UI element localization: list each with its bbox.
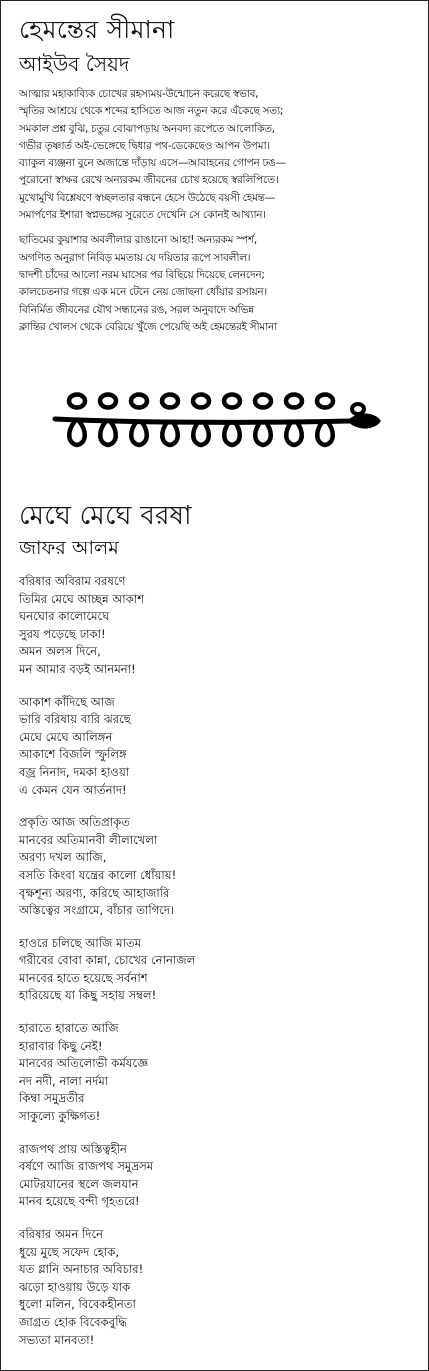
poem-line: অরণ্য দখল আজি, [19, 850, 107, 865]
ornament-leaf-top [100, 395, 116, 408]
poem-line: গভীর তৃষ্ণার্ত অই-ভেঙ্গেছে দ্বিধার পথ-ডেকেছেও আপন উপমা। [19, 139, 270, 152]
ornament-leaf-top [193, 395, 209, 408]
poem-line: বৃক্ষশূন্য অরণ্য, করিছে আহাজারি [19, 885, 170, 900]
poem-line: প্রকৃতি আজ অতিপ্রাকৃত [19, 815, 130, 830]
poem-line: সমার্পণের ইশারা স্বপ্নভঙ্গের সুরেতে দেখেনি সে কোনই আখ্যান। [19, 209, 266, 222]
poem-title: মেঘে মেঘে বরষা [19, 501, 192, 531]
stanza [19, 573, 428, 679]
poem-line: মেঘে মেঘে আলিঙ্গন [19, 729, 113, 744]
poem-line: সভ্যতা মানবতা! [19, 1332, 95, 1347]
ornament-leaf-top [317, 395, 333, 408]
ornament-leaf-bottom [69, 421, 85, 445]
ornament-leaf-top [131, 395, 147, 408]
poem-line: বরিষার অমন দিনে [19, 1227, 104, 1241]
poem-line: হারিয়েছে যা কিছু সহায় সম্বল! [19, 988, 157, 1003]
ornament-tip [349, 415, 379, 427]
poem-line: তিমির মেঘে আচ্ছন্ন আকাশ [19, 591, 145, 606]
ornament-leaf-bottom [286, 421, 302, 445]
poem-author: আইউব সৈয়দ [19, 52, 130, 76]
poem-line: সমকাল প্রশ্ন বুঝি, চতুর বোঝাপড়ায় অনবদ্য রূপেতে আলোকিত, [19, 122, 275, 135]
poem-line: মানব হয়েছে বন্দী গৃহতরে! [19, 1194, 140, 1209]
poem-line: হাওরে চলিছে আজি মাতম [19, 935, 142, 950]
poem-line: হারাবার কিছু নেই! [19, 1038, 103, 1053]
poem-line: আকাশে বিজলি স্ফুলিঙ্গ [19, 747, 127, 762]
poem-line: বিনির্মিত জীবনের যৌথ সন্ধানের রঙ, সরল অনুবাদে অভিন্ন [19, 303, 254, 316]
stanza [19, 1141, 428, 1211]
poem-meghe-meghe-borosha [1, 501, 428, 1364]
poem-line: বর্ষণে আজি রাজপথ সমুদ্রসম [19, 1159, 154, 1174]
ornament-leaf-top [286, 395, 302, 408]
poem-line: মানবের অতিমানবী লীলাখেলা [19, 832, 158, 847]
poem-line: সুরয পড়েছে ঢাকা! [19, 626, 106, 641]
poem-line: বরিষার অবিরাম বরষণে [19, 574, 126, 588]
ornament-leaf-top [69, 395, 85, 408]
poem-line: মোটরযানের স্থলে জলযান [19, 1176, 139, 1191]
stanza [19, 1020, 428, 1126]
poem-line: আত্মার মহাকাব্যিক চোখের রহস্যময়-উন্মোচন করেছে স্বভাব, [19, 88, 259, 100]
poem-line: ঝড়ো হাওয়ায় উড়ে যাক [19, 1279, 131, 1294]
poem-line: ব্যাকুল ব্যঞ্জনা বুনে অজান্তে দাঁড়ায় এসে—আবাহনের গোপন ঢঙ— [19, 157, 286, 170]
ornament-leaf-bottom [317, 421, 333, 445]
ornament-leaf-top [224, 395, 240, 408]
poem-line: গরীবের বোবা কান্না, চোখের নোনাজল [19, 953, 196, 968]
poem-body [19, 573, 428, 1349]
poem-line: অগণিত অনুরাগ নিবিড় মমতায় যে দয়িতার রূপে সাবলীল। [19, 251, 251, 264]
poem-line: হারাতে হারাতে আজি [19, 1021, 119, 1036]
poem-author: জাফর আলম [19, 537, 119, 559]
poem-line: আকাশ কাঁদিছে আজ [19, 694, 115, 709]
ornament-leaf-bottom [131, 421, 147, 445]
ornament-leaf-top [255, 395, 271, 408]
poem-line: জাগ্রত হোক বিবেকবুদ্ধি [19, 1314, 128, 1329]
poem-hemonter-simana [1, 1, 428, 336]
poem-title: হেমন্তের সীমানা [19, 15, 175, 44]
poem-line: স্মৃতির আশ্রয়ে থেকে শব্দের হাসিতে আজ নতুন করে এঁকেছে সত্য; [19, 105, 284, 118]
poem-line: অস্তিত্বের সংগ্রামে, বাঁচার তাগিদে। [19, 903, 175, 918]
paragraph-gap [19, 224, 419, 232]
poem-line: ঘনঘোর কালোমেঘে [19, 609, 110, 624]
poem-line: ছাতিমের কুয়াশার অবলীলার রাঙানো আহা! অন্যরকম স্পর্শ, [19, 234, 257, 247]
poem-line: রাজপথ প্রায় অস্তিত্বহীন [19, 1141, 127, 1156]
poem-line: সাকুল্যে কুক্ষিগত! [19, 1109, 101, 1124]
poem-line: এ কেমন যেন আর্তনাদ! [19, 782, 127, 797]
ornament-leaf-top [352, 404, 364, 414]
ornament-leaf-bottom [100, 421, 116, 445]
ornament-divider [49, 381, 381, 463]
stanza [19, 694, 428, 800]
stanza [19, 814, 428, 920]
poem-body [19, 86, 419, 336]
poem-line: মুখোমুখি বিশ্লেষণে স্বচ্ছলতার বন্ধনে হেসে উঠেছে বয়সী হেমন্ত— [19, 191, 275, 204]
poem-line: মন আমার বড়ই আনমনা! [19, 661, 136, 676]
poem-line: কিম্বা সমুদ্রতীর [19, 1091, 85, 1106]
poem-line: কালচেতনার গল্পে এক মনে টেনে নেয় জোছনা ধোঁয়ার রসায়ন। [19, 286, 267, 299]
ornament-leaf-top [162, 395, 178, 408]
poem-line: পুরোনো স্বাক্ষর রেখে অন্যরকম জীবনের চোখ হয়েছে স্বরলিপিতে। [19, 174, 279, 187]
poem-line: বজ্র নিনাদ, দমকা হাওয়া [19, 764, 130, 779]
stanza [19, 1226, 428, 1349]
poem-line: ধুয়ে মুছে সফেদ হোক, [19, 1244, 119, 1259]
poem-line: নদ নদী, নালা নর্দমা [19, 1073, 109, 1088]
stanza [19, 935, 428, 1005]
poem-line: ধুলো মলিন, বিবেকহীনতা [19, 1297, 136, 1312]
ornament-leaf-bottom [162, 421, 178, 445]
poem-line: ক্লান্তির খোলস থেকে বেরিয়ে খুঁজে পেয়েছি অই হেমন্তেরই সীমানা [19, 320, 277, 333]
poem-line: মানবের হাতে হয়েছে সর্বনাশ [19, 970, 148, 985]
poem-line: মানবের অতিলোভী কর্মযজ্ঞে [19, 1056, 149, 1071]
poem-line: দ্বাদশী চাঁদের আলো নরম ঘাসের পর বিছিয়ে দিয়েছে লেনদেন; [19, 268, 265, 281]
poem-line: বসতি কিংবা যন্ত্রের কালো ধোঁয়ায়! [19, 867, 177, 882]
poem-line: যত গ্লানি অনাচার অবিচার! [19, 1262, 144, 1277]
poem-line: অমন অলস দিনে, [19, 644, 101, 659]
poem-line: ভারি বরিষায় বারি ঝরছে [19, 712, 131, 727]
